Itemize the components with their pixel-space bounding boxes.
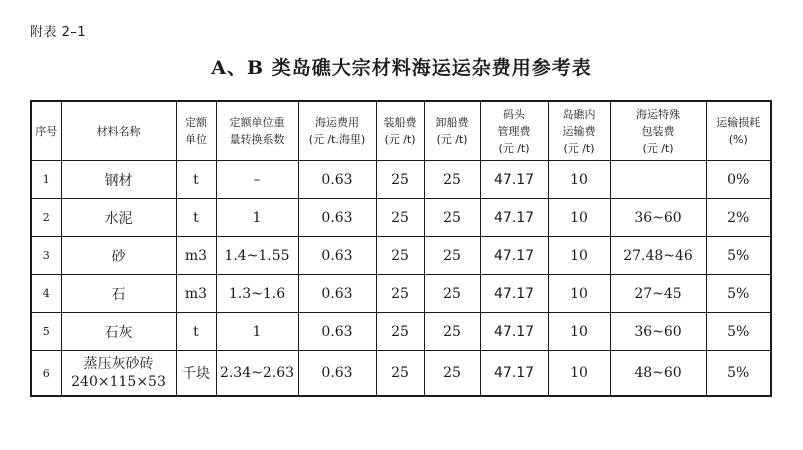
cell-seq: 5 xyxy=(31,313,61,351)
cell-sea-freight: 0.63 xyxy=(298,199,376,237)
cell-sea-freight: 0.63 xyxy=(298,313,376,351)
cell-wharf-fee: 47.17 xyxy=(480,313,548,351)
table-row xyxy=(31,351,771,397)
header-island-transport-fee: 岛礁内 运输费 (元 /t) xyxy=(548,101,610,161)
cell-unit: m3 xyxy=(176,275,216,313)
cell-special-packing-fee: 36~60 xyxy=(610,313,706,351)
cell-loading-fee: 25 xyxy=(376,199,424,237)
cell-material-name: 钢材 xyxy=(61,161,176,199)
cell-special-packing-fee: 48~60 xyxy=(610,351,706,397)
cell-weight-conversion: 1.3~1.6 xyxy=(216,275,298,313)
table-row xyxy=(31,199,771,237)
cell-seq: 3 xyxy=(31,237,61,275)
cell-special-packing-fee: 36~60 xyxy=(610,199,706,237)
cell-material-name: 石灰 xyxy=(61,313,176,351)
cell-sea-freight: 0.63 xyxy=(298,237,376,275)
cell-sea-freight: 0.63 xyxy=(298,275,376,313)
cell-unloading-fee: 25 xyxy=(424,275,480,313)
cell-sea-freight: 0.63 xyxy=(298,351,376,397)
table-row xyxy=(31,237,771,275)
cell-island-transport-fee: 10 xyxy=(548,351,610,397)
header-material-name: 材料名称 xyxy=(61,101,176,161)
cell-unloading-fee: 25 xyxy=(424,161,480,199)
header-unit: 定额 单位 xyxy=(176,101,216,161)
cell-unit: m3 xyxy=(176,237,216,275)
table-row xyxy=(31,275,771,313)
cell-weight-conversion: 2.34~2.63 xyxy=(216,351,298,397)
table-row xyxy=(31,313,771,351)
cell-transport-loss: 5% xyxy=(706,351,771,397)
cell-material-name: 水泥 xyxy=(61,199,176,237)
header-sea-freight: 海运费用 (元 /t.海里) xyxy=(298,101,376,161)
cell-weight-conversion: 1 xyxy=(216,313,298,351)
cell-unit: t xyxy=(176,199,216,237)
cell-unit: t xyxy=(176,313,216,351)
cell-sea-freight: 0.63 xyxy=(298,161,376,199)
cell-special-packing-fee: 27.48~46 xyxy=(610,237,706,275)
table-caption: 附表 2–1 xyxy=(30,25,87,40)
cell-island-transport-fee: 10 xyxy=(548,199,610,237)
cell-loading-fee: 25 xyxy=(376,275,424,313)
cell-weight-conversion: 1.4~1.55 xyxy=(216,237,298,275)
cell-special-packing-fee: 27~45 xyxy=(610,275,706,313)
cell-unloading-fee: 25 xyxy=(424,351,480,397)
cell-seq: 4 xyxy=(31,275,61,313)
header-loading-fee: 装船费 (元 /t) xyxy=(376,101,424,161)
header-unloading-fee: 卸船费 (元 /t) xyxy=(424,101,480,161)
cell-island-transport-fee: 10 xyxy=(548,275,610,313)
cell-transport-loss: 5% xyxy=(706,237,771,275)
cell-unit: t xyxy=(176,161,216,199)
cell-transport-loss: 2% xyxy=(706,199,771,237)
cell-island-transport-fee: 10 xyxy=(548,313,610,351)
table-title: A、B 类岛礁大宗材料海运运杂费用参考表 xyxy=(211,57,592,79)
cell-material-name: 蒸压灰砂砖 240×115×53 xyxy=(61,351,176,397)
header-seq: 序号 xyxy=(31,101,61,161)
cell-material-name: 砂 xyxy=(61,237,176,275)
table-row xyxy=(31,161,771,199)
cell-transport-loss: 5% xyxy=(706,275,771,313)
cell-unloading-fee: 25 xyxy=(424,237,480,275)
cell-unloading-fee: 25 xyxy=(424,313,480,351)
cell-unit: 千块 xyxy=(176,351,216,397)
cell-wharf-fee: 47.17 xyxy=(480,275,548,313)
cell-loading-fee: 25 xyxy=(376,161,424,199)
cell-loading-fee: 25 xyxy=(376,351,424,397)
cell-weight-conversion: – xyxy=(216,161,298,199)
cell-transport-loss: 0% xyxy=(706,161,771,199)
freight-cost-table xyxy=(30,100,772,397)
cell-unloading-fee: 25 xyxy=(424,199,480,237)
cell-weight-conversion: 1 xyxy=(216,199,298,237)
cell-seq: 2 xyxy=(31,199,61,237)
cell-wharf-fee: 47.17 xyxy=(480,237,548,275)
cell-transport-loss: 5% xyxy=(706,313,771,351)
header-special-packing-fee: 海运特殊 包装费 (元 /t) xyxy=(610,101,706,161)
header-transport-loss: 运输损耗 (%) xyxy=(706,101,771,161)
cell-special-packing-fee xyxy=(610,161,706,199)
header-weight-conversion: 定额单位重 量转换系数 xyxy=(216,101,298,161)
header-wharf-fee: 码头 管理费 (元 /t) xyxy=(480,101,548,161)
cell-wharf-fee: 47.17 xyxy=(480,199,548,237)
cell-loading-fee: 25 xyxy=(376,313,424,351)
table-header-row xyxy=(31,101,771,161)
cell-wharf-fee: 47.17 xyxy=(480,161,548,199)
cell-material-name: 石 xyxy=(61,275,176,313)
cell-wharf-fee: 47.17 xyxy=(480,351,548,397)
cell-seq: 6 xyxy=(31,351,61,397)
cell-loading-fee: 25 xyxy=(376,237,424,275)
cell-seq: 1 xyxy=(31,161,61,199)
cell-island-transport-fee: 10 xyxy=(548,237,610,275)
cell-island-transport-fee: 10 xyxy=(548,161,610,199)
